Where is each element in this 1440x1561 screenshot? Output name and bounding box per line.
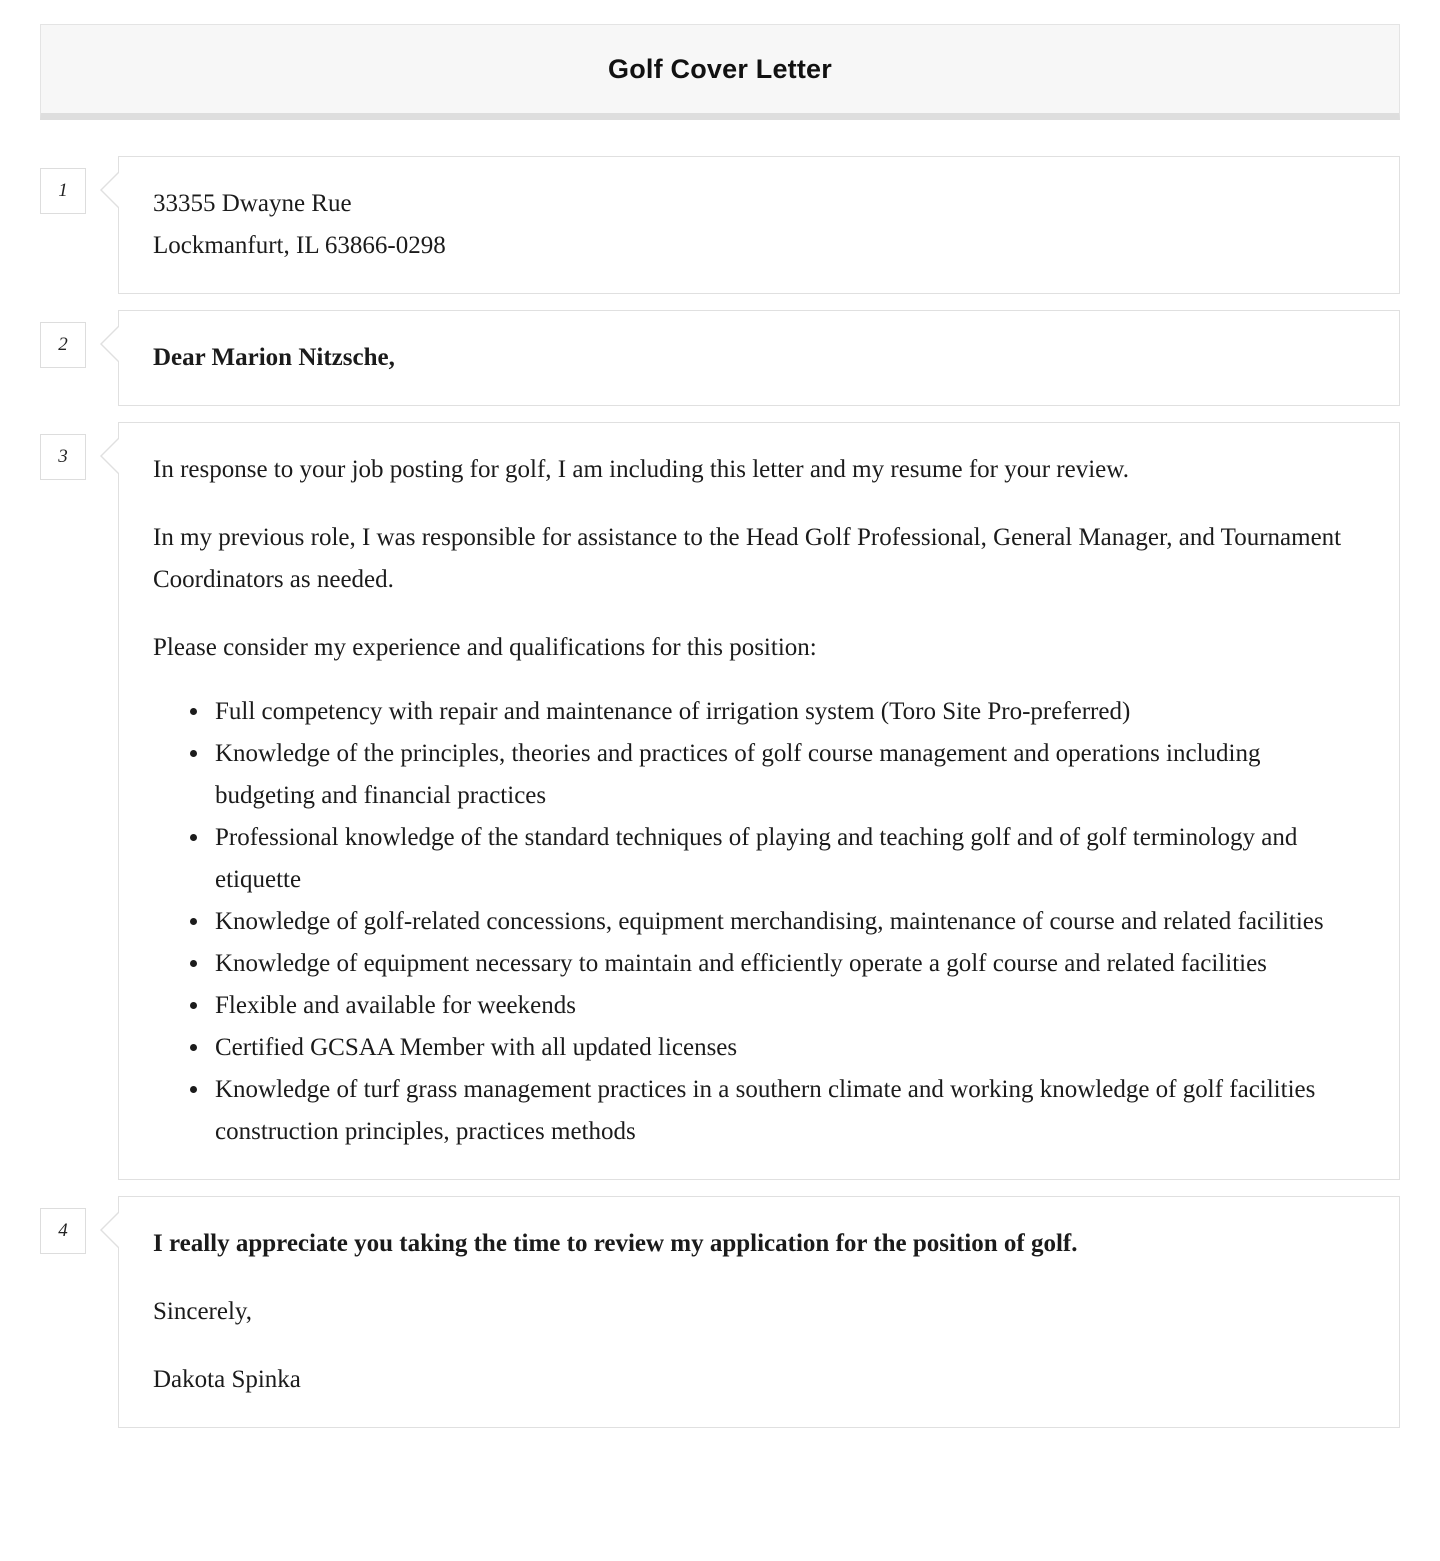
section-closing	[40, 1196, 1400, 1428]
list-item: • Flexible and available for weekends	[211, 985, 1359, 1027]
body-paragraph-1: In response to your job posting for golf, I am including this letter and my resume for your review.	[153, 456, 1129, 483]
section-salutation	[40, 310, 1400, 406]
letter-sections	[0, 156, 1440, 1428]
address-line-2: Lockmanfurt, IL 63866-0298	[153, 232, 446, 259]
salutation-box[interactable]	[118, 310, 1400, 406]
address-line-1: 33355 Dwayne Rue	[153, 190, 352, 217]
section-sender-address	[40, 156, 1400, 294]
section-number-badge-2[interactable]: 2	[40, 322, 86, 368]
list-item: • Full competency with repair and maintenance of irrigation system (Toro Site Pro-preferred)	[211, 691, 1359, 733]
cover-letter-page	[0, 24, 1440, 1456]
document-header	[40, 24, 1400, 120]
list-item: • Professional knowledge of the standard techniques of playing and teaching golf and of golf terminology and etiquette	[211, 817, 1359, 901]
letter-body-box[interactable]	[118, 422, 1400, 1180]
section-letter-body	[40, 422, 1400, 1180]
body-paragraph-2: In my previous role, I was responsible for assistance to the Head Golf Professional, General Manager, and Tournament Coordinators as needed.	[153, 524, 1342, 593]
section-number-badge-4[interactable]: 4	[40, 1208, 86, 1254]
section-number-badge-1[interactable]: 1	[40, 168, 86, 214]
closing-statement: I really appreciate you taking the time to review my application for the position of golf.	[153, 1230, 1078, 1257]
sign-off: Sincerely,	[153, 1298, 253, 1325]
sender-address-box[interactable]	[118, 156, 1400, 294]
page-title: Golf Cover Letter	[608, 53, 832, 84]
body-paragraph-3: Please consider my experience and qualifications for this position:	[153, 634, 817, 661]
list-item: • Knowledge of turf grass management practices in a southern climate and working knowledge of golf facilities construction principles, practices methods	[211, 1069, 1359, 1153]
list-item: • Knowledge of the principles, theories and practices of golf course management and operations including budgeting and financial practices	[211, 733, 1359, 817]
salutation-text: Dear Marion Nitzsche,	[153, 344, 395, 371]
list-item: • Knowledge of equipment necessary to maintain and efficiently operate a golf course and related facilities	[211, 943, 1359, 985]
address-block	[153, 183, 1359, 267]
list-item: • Certified GCSAA Member with all updated licenses	[211, 1027, 1359, 1069]
page-bottom-spacer	[0, 1428, 1440, 1456]
list-item: • Knowledge of golf-related concessions, equipment merchandising, maintenance of course and related facilities	[211, 901, 1359, 943]
closing-box[interactable]	[118, 1196, 1400, 1428]
qualifications-list	[153, 691, 1359, 1153]
section-number-badge-3[interactable]: 3	[40, 434, 86, 480]
signature-name: Dakota Spinka	[153, 1366, 301, 1393]
